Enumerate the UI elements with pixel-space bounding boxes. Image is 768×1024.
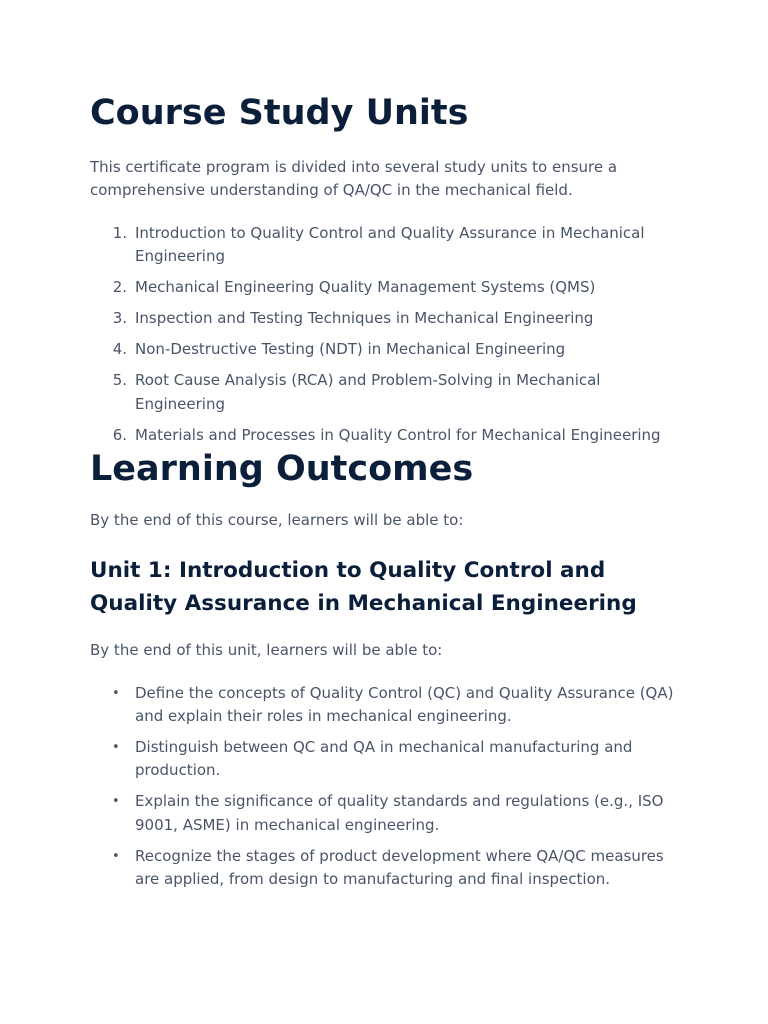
list-number: 5. — [112, 371, 127, 390]
study-units-list — [90, 222, 690, 447]
outcome-text: Define the concepts of Quality Control (QC) and Quality Assurance (QA) and explain their roles in mechanical engineering. — [135, 683, 674, 726]
list-number: 3. — [112, 309, 127, 328]
study-units-intro: This certificate program is divided into several study units to ensure a comprehensive understanding of QA/QC in the mechanical field. — [90, 158, 618, 199]
outcome-item-4 — [90, 845, 690, 892]
list-number: 6. — [112, 425, 127, 444]
study-unit-text: Non-Destructive Testing (NDT) in Mechanical Engineering — [135, 340, 566, 359]
list-number: 1. — [112, 224, 127, 242]
study-unit-item-5 — [90, 369, 690, 416]
study-unit-item-2 — [90, 276, 690, 299]
bullet-icon: • — [112, 794, 120, 810]
document-content — [90, 92, 690, 891]
list-number: 2. — [112, 278, 127, 297]
study-unit-text: Root Cause Analysis (RCA) and Problem-Solving in Mechanical Engineering — [135, 371, 601, 413]
study-unit-item-6 — [90, 424, 690, 447]
unit-1-heading: Unit 1: Introduction to Quality Control and Quality Assurance in Mechanical Engineering — [90, 557, 637, 616]
outcome-text: Distinguish between QC and QA in mechanical manufacturing and production. — [135, 738, 633, 780]
study-unit-item-4 — [90, 338, 690, 361]
learning-outcomes-heading: Learning Outcomes — [90, 448, 474, 489]
list-number: 4. — [112, 340, 127, 359]
study-unit-text: Introduction to Quality Control and Quality Assurance in Mechanical Engineering — [135, 224, 645, 266]
study-unit-item-3 — [90, 307, 690, 330]
outcome-item-3 — [90, 790, 690, 837]
outcome-text: Explain the significance of quality standards and regulations (e.g., ISO 9001, ASME) in mechanical engineering. — [135, 792, 664, 834]
bullet-icon: • — [112, 740, 120, 756]
study-unit-text: Mechanical Engineering Quality Management Systems (QMS) — [135, 278, 596, 297]
outcome-text: Recognize the stages of product development where QA/QC measures are applied, from design to manufacturing and final inspection. — [135, 846, 664, 888]
outcome-item-2 — [90, 736, 690, 783]
learning-outcomes-intro: By the end of this course, learners will be able to: — [90, 510, 464, 529]
study-unit-text: Inspection and Testing Techniques in Mechanical Engineering — [135, 309, 594, 328]
unit-1-outcomes-list — [90, 682, 690, 891]
unit-1-intro: By the end of this unit, learners will be able to: — [90, 640, 443, 659]
study-unit-text: Materials and Processes in Quality Control for Mechanical Engineering — [135, 425, 661, 444]
study-unit-item-1 — [90, 222, 690, 269]
outcome-item-1 — [90, 682, 690, 729]
bullet-icon: • — [112, 685, 120, 701]
bullet-icon: • — [112, 848, 120, 864]
study-units-heading: Course Study Units — [90, 93, 469, 133]
